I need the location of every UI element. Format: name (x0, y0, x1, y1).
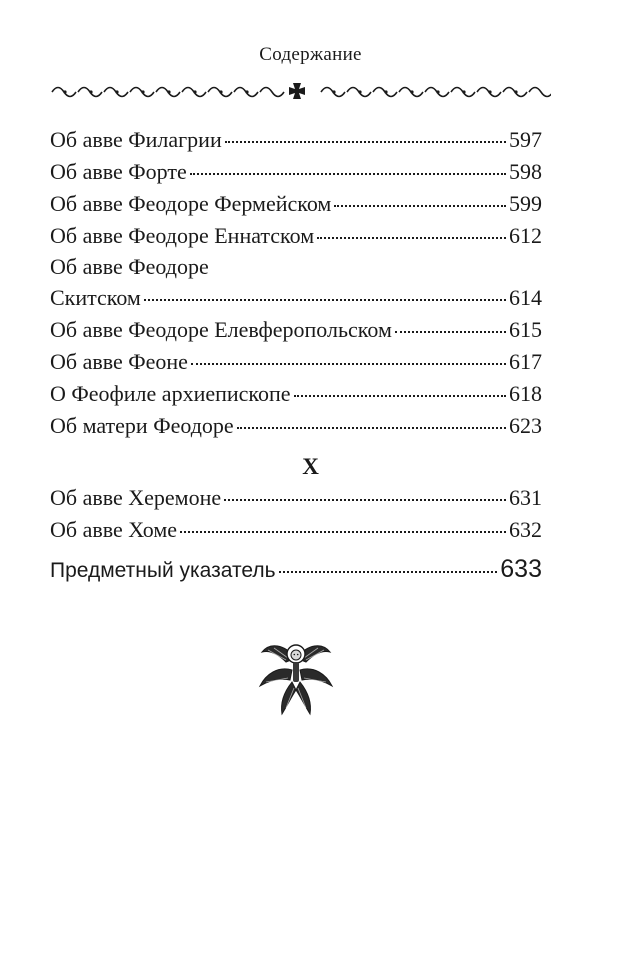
toc-entry-page: 623 (509, 413, 542, 438)
toc-entry-page: 617 (509, 349, 542, 374)
dot-leader (237, 427, 506, 429)
toc-entry[interactable] (50, 482, 542, 514)
toc-main-list (50, 124, 542, 442)
toc-entry-page: 597 (509, 127, 542, 152)
dot-leader (144, 299, 506, 301)
toc-entry-title: Об авве Филагрии (50, 127, 222, 152)
toc-entry-title: Об авве Феодоре Фермейском (50, 191, 332, 216)
toc-entry[interactable] (50, 378, 542, 410)
section-heading: Х (302, 454, 319, 479)
toc-entry-page: 599 (509, 191, 542, 216)
toc-entry-title: О Феофиле архиепископе (50, 381, 291, 406)
dot-leader (191, 363, 506, 365)
dot-leader (180, 531, 506, 533)
toc-entry[interactable] (50, 220, 542, 252)
dot-leader (334, 205, 506, 207)
running-header: Содержание (259, 44, 362, 65)
toc-entry-title: Об матери Феодоре (50, 413, 234, 438)
toc-entry[interactable] (50, 252, 542, 314)
toc-entry-page: 615 (509, 317, 542, 342)
dot-leader (225, 141, 506, 143)
dot-leader (190, 173, 506, 175)
toc-entry[interactable] (50, 124, 542, 156)
dot-leader (395, 331, 506, 333)
toc-entry-page: 631 (509, 485, 542, 510)
dot-leader (279, 571, 498, 573)
toc-entry-page: 632 (509, 517, 542, 542)
toc-entry[interactable] (50, 410, 542, 442)
index-entry-page: 633 (500, 555, 542, 583)
dot-leader (294, 395, 506, 397)
ornamental-border-icon (48, 80, 551, 104)
toc-entry[interactable] (50, 156, 542, 188)
toc-entry[interactable] (50, 346, 542, 378)
toc-entry-title: Об авве Хоме (50, 517, 178, 542)
toc-entry-title: Об авве Херемоне (50, 485, 222, 510)
dot-leader (317, 237, 506, 239)
toc-entry-title: Об авве Феоне (50, 349, 188, 374)
toc-entry-title: Об авве Форте (50, 159, 187, 184)
toc-entry-title-line2: Скитском (50, 285, 141, 310)
toc-section-list (50, 482, 542, 588)
toc-entry[interactable] (50, 514, 542, 546)
toc-entry-page: 618 (509, 381, 542, 406)
dot-leader (224, 499, 506, 501)
toc-entry-page: 598 (509, 159, 542, 184)
toc-entry-page: 614 (509, 285, 542, 310)
index-entry-title: Предметный указатель (50, 559, 276, 582)
toc-entry[interactable] (50, 314, 542, 346)
seraph-icon (258, 636, 334, 716)
toc-entry-title: Об авве Феодоре Еннатском (50, 223, 315, 248)
toc-entry-title: Об авве Феодоре Елевферопольском (50, 317, 392, 342)
toc-entry-page: 612 (509, 223, 542, 248)
toc-entry-title-line1: Об авве Феодоре (50, 254, 209, 279)
toc-entry[interactable] (50, 188, 542, 220)
toc-entry-index[interactable] (50, 552, 542, 588)
